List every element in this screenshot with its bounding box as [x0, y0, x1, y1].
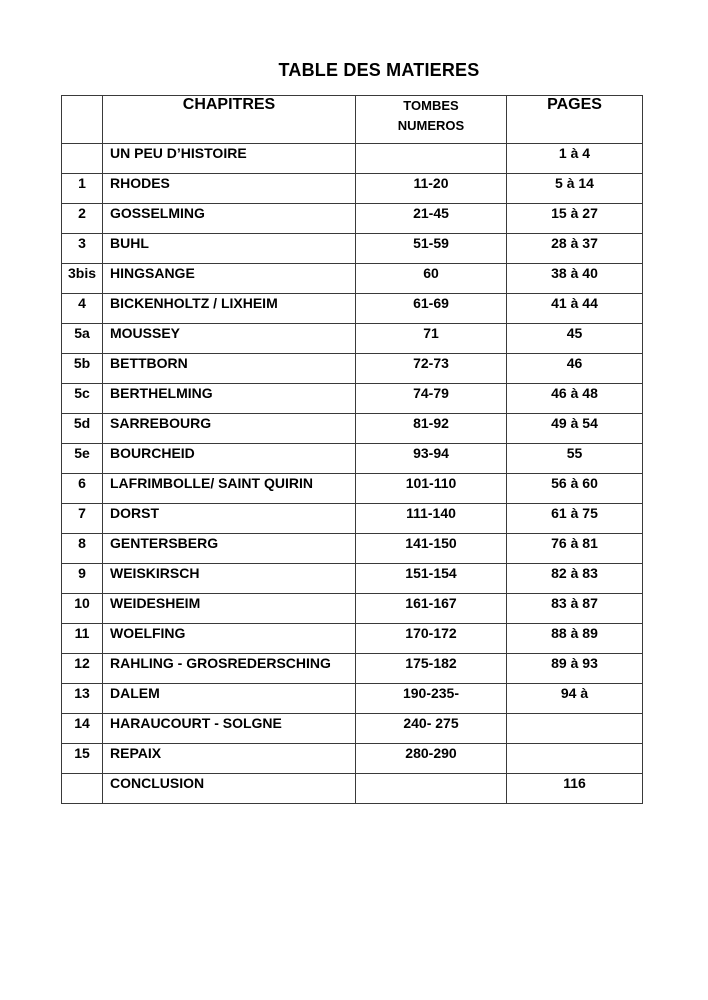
chapter-number: 5e — [62, 444, 103, 474]
tomb-numbers: 81-92 — [356, 414, 507, 444]
chapter-number: 4 — [62, 294, 103, 324]
table-row — [62, 234, 643, 264]
chapter-name: WEIDESHEIM — [103, 594, 356, 624]
chapter-number — [62, 774, 103, 804]
page-range: 88 à 89 — [507, 624, 643, 654]
table-body — [62, 144, 643, 804]
chapter-number: 5a — [62, 324, 103, 354]
table-row — [62, 174, 643, 204]
tomb-numbers: 51-59 — [356, 234, 507, 264]
table-row — [62, 774, 643, 804]
chapter-number: 3bis — [62, 264, 103, 294]
table-of-contents — [61, 95, 643, 804]
chapter-name: HARAUCOURT - SOLGNE — [103, 714, 356, 744]
page-range: 116 — [507, 774, 643, 804]
chapter-name: GENTERSBERG — [103, 534, 356, 564]
table-row — [62, 624, 643, 654]
tomb-numbers: 60 — [356, 264, 507, 294]
page-range — [507, 744, 643, 774]
table-row — [62, 144, 643, 174]
chapter-name: BETTBORN — [103, 354, 356, 384]
tomb-numbers: 151-154 — [356, 564, 507, 594]
page-range — [507, 714, 643, 744]
chapter-name: SARREBOURG — [103, 414, 356, 444]
table-row — [62, 594, 643, 624]
chapter-number: 10 — [62, 594, 103, 624]
tomb-numbers: 170-172 — [356, 624, 507, 654]
chapter-name: RAHLING - GROSREDERSCHING — [103, 654, 356, 684]
page-range: 45 — [507, 324, 643, 354]
page-range: 46 à 48 — [507, 384, 643, 414]
table-row — [62, 204, 643, 234]
chapter-name: DALEM — [103, 684, 356, 714]
page-title: TABLE DES MATIERES — [278, 60, 480, 80]
table-row — [62, 564, 643, 594]
chapter-number: 7 — [62, 504, 103, 534]
chapter-number: 15 — [62, 744, 103, 774]
table-row — [62, 324, 643, 354]
chapter-name: UN PEU D’HISTOIRE — [103, 144, 356, 174]
header-tombes-line2: NUMEROS — [397, 118, 465, 133]
header-tombes — [356, 96, 507, 144]
tomb-numbers: 175-182 — [356, 654, 507, 684]
chapter-number: 3 — [62, 234, 103, 264]
page-range: 1 à 4 — [507, 144, 643, 174]
page-range: 46 — [507, 354, 643, 384]
chapter-number: 9 — [62, 564, 103, 594]
chapter-name: MOUSSEY — [103, 324, 356, 354]
tomb-numbers: 161-167 — [356, 594, 507, 624]
page-range: 83 à 87 — [507, 594, 643, 624]
chapter-number: 8 — [62, 534, 103, 564]
chapter-number: 6 — [62, 474, 103, 504]
tomb-numbers: 190-235- — [356, 684, 507, 714]
table-row — [62, 474, 643, 504]
header-number — [62, 96, 103, 144]
chapter-name: WEISKIRSCH — [103, 564, 356, 594]
tomb-numbers — [356, 774, 507, 804]
page-range: 94 à — [507, 684, 643, 714]
chapter-number — [62, 144, 103, 174]
header-chapitres: CHAPITRES — [103, 96, 356, 144]
table-row — [62, 504, 643, 534]
chapter-name: WOELFING — [103, 624, 356, 654]
page-range: 82 à 83 — [507, 564, 643, 594]
chapter-name: CONCLUSION — [103, 774, 356, 804]
table-row — [62, 354, 643, 384]
page-range: 76 à 81 — [507, 534, 643, 564]
tomb-numbers — [356, 144, 507, 174]
chapter-name: REPAIX — [103, 744, 356, 774]
tomb-numbers: 141-150 — [356, 534, 507, 564]
page-range: 38 à 40 — [507, 264, 643, 294]
table-header-row — [62, 96, 643, 144]
tomb-numbers: 61-69 — [356, 294, 507, 324]
chapter-name: RHODES — [103, 174, 356, 204]
page-range: 15 à 27 — [507, 204, 643, 234]
chapter-number: 1 — [62, 174, 103, 204]
page-range: 56 à 60 — [507, 474, 643, 504]
page-range: 41 à 44 — [507, 294, 643, 324]
chapter-number: 12 — [62, 654, 103, 684]
chapter-name: HINGSANGE — [103, 264, 356, 294]
table-row — [62, 534, 643, 564]
chapter-number: 5d — [62, 414, 103, 444]
page-range: 89 à 93 — [507, 654, 643, 684]
page-range: 5 à 14 — [507, 174, 643, 204]
chapter-number: 5b — [62, 354, 103, 384]
chapter-number: 2 — [62, 204, 103, 234]
page-range: 49 à 54 — [507, 414, 643, 444]
chapter-name: BERTHELMING — [103, 384, 356, 414]
table-row — [62, 414, 643, 444]
table-row — [62, 444, 643, 474]
header-tombes-line1: TOMBES — [403, 98, 459, 113]
chapter-name: GOSSELMING — [103, 204, 356, 234]
page-range: 55 — [507, 444, 643, 474]
tomb-numbers: 11-20 — [356, 174, 507, 204]
chapter-number: 13 — [62, 684, 103, 714]
table-row — [62, 384, 643, 414]
tomb-numbers: 93-94 — [356, 444, 507, 474]
table-row — [62, 714, 643, 744]
tomb-numbers: 111-140 — [356, 504, 507, 534]
tomb-numbers: 71 — [356, 324, 507, 354]
tomb-numbers: 72-73 — [356, 354, 507, 384]
table-row — [62, 264, 643, 294]
table-row — [62, 654, 643, 684]
tomb-numbers: 74-79 — [356, 384, 507, 414]
tomb-numbers: 240- 275 — [356, 714, 507, 744]
chapter-name: BICKENHOLTZ / LIXHEIM — [103, 294, 356, 324]
header-pages: PAGES — [507, 96, 643, 144]
chapter-name: DORST — [103, 504, 356, 534]
chapter-name: BUHL — [103, 234, 356, 264]
tomb-numbers: 21-45 — [356, 204, 507, 234]
page-range: 61 à 75 — [507, 504, 643, 534]
tomb-numbers: 280-290 — [356, 744, 507, 774]
table-row — [62, 294, 643, 324]
chapter-name: LAFRIMBOLLE/ SAINT QUIRIN — [103, 474, 356, 504]
chapter-number: 14 — [62, 714, 103, 744]
chapter-name: BOURCHEID — [103, 444, 356, 474]
table-row — [62, 744, 643, 774]
chapter-number: 11 — [62, 624, 103, 654]
chapter-number: 5c — [62, 384, 103, 414]
table-row — [62, 684, 643, 714]
tomb-numbers: 101-110 — [356, 474, 507, 504]
page-range: 28 à 37 — [507, 234, 643, 264]
